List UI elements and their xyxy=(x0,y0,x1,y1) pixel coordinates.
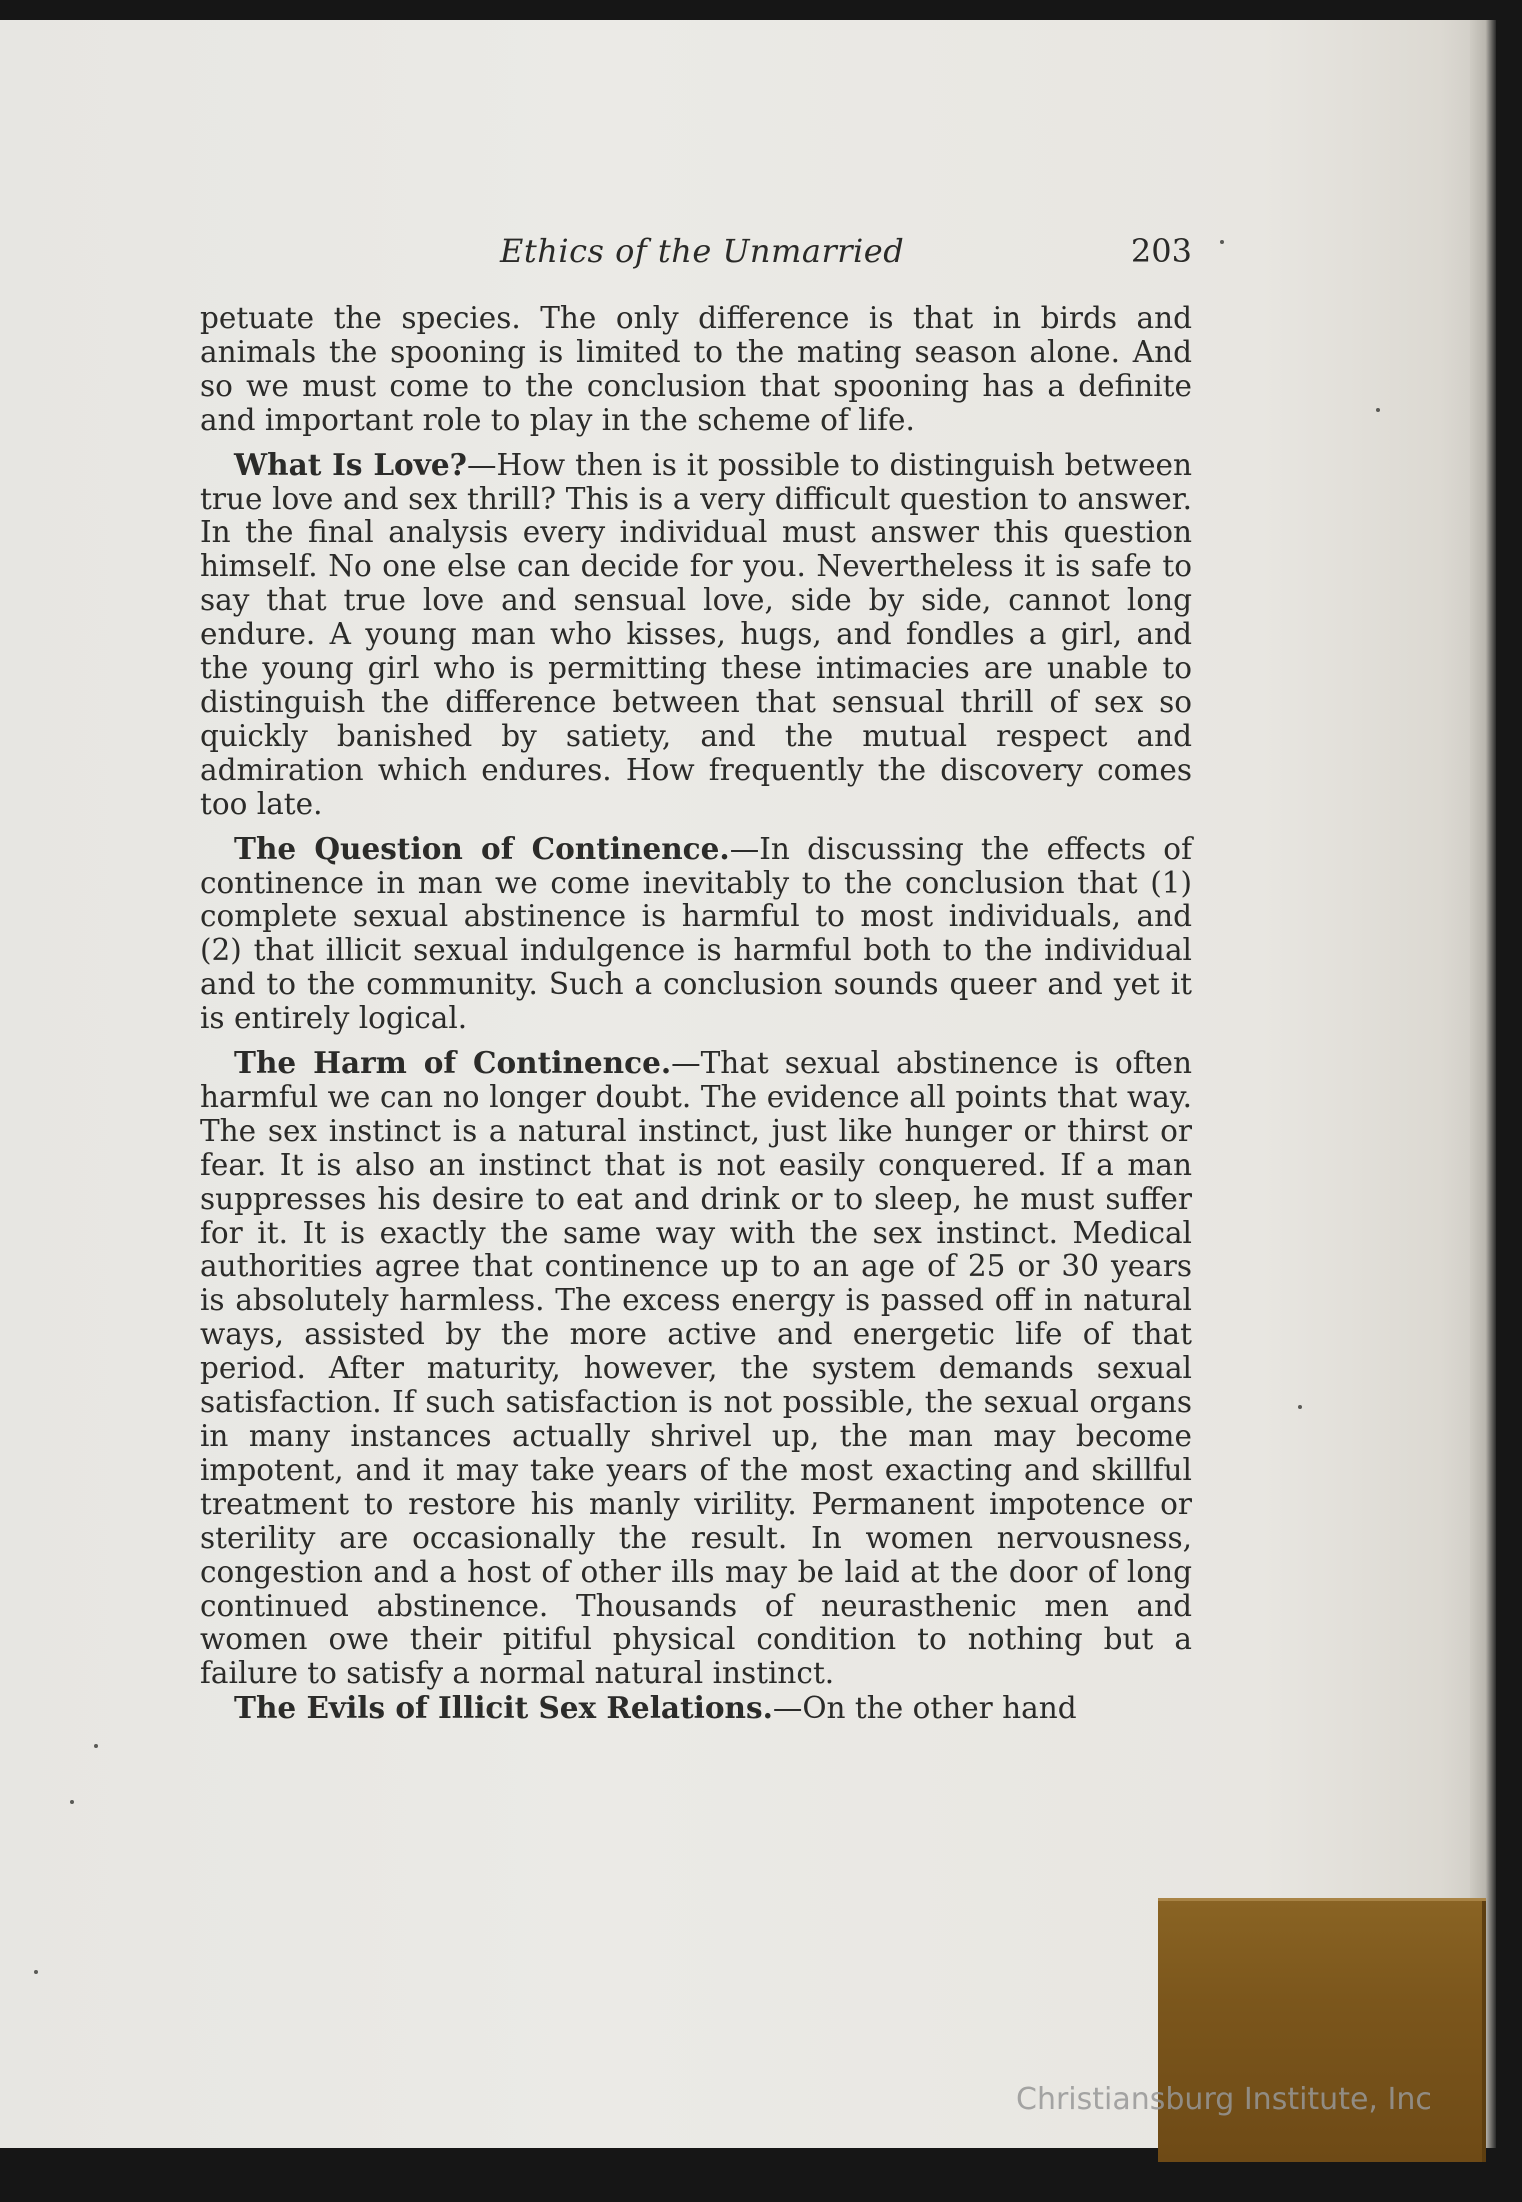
running-title: Ethics of the Unmarried xyxy=(500,232,905,270)
paper-speck xyxy=(1376,408,1380,412)
bookmark-tab xyxy=(1158,1898,1486,2162)
paper-speck xyxy=(1298,1405,1302,1409)
paragraph-text: —How then is it possible to distinguish between true love and sex thrill? This is a very difficult question to answer. In the final analysis every individual must answer this question himself. No one else can decide for you. Nevertheless it is safe to say that true love and sensual love, side by side, cannot long endure. A young man who kisses, hugs, and fondles a girl, and the young girl who is permitting these intimacies are unable to distinguish the difference between that sensual thrill of sex so quickly banished by satiety, and the mutual respect and admiration which endures. How frequently the discovery comes too late. xyxy=(200,447,1192,821)
paragraph-text: petuate the species. The only difference is that in birds and animals the spooning is limited to the mating season alone. And so we must come to the conclusion that spooning has a definite and important role to play in the scheme of life. xyxy=(200,301,1192,437)
paper-speck xyxy=(34,1970,38,1974)
paragraph-harm-of-continence xyxy=(200,1046,1192,1691)
paragraph-question-of-continence xyxy=(200,832,1192,1036)
paragraph-text: —That sexual abstinence is often harmful we can no longer doubt. The evidence all points that way. The sex instinct is a natural instinct, just like hunger or thirst or fear. It is also an instinct that is not easily conquered. If a man suppresses his desire to eat and drink or to sleep, he must suffer for it. It is exactly the same way with the sex instinct. Medical authorities agree that continence up to an age of 25 or 30 years is absolutely harmless. The excess energy is passed off in natural ways, assisted by the more active and energetic life of that period. After maturity, however, the system demands sexual satisfaction. If such satisfaction is not possible, the sexual organs in many instances actually shrivel up, the man may become impotent, and it may take years of the most exacting and skillful treatment to restore his manly virility. Permanent impotence or sterility are occasionally the result. In women nervousness, congestion and a host of other ills may be laid at the door of long continued abstinence. Thousands of neurasthenic men and women owe their pitiful physical condition to nothing but a failure to satisfy a normal natural instinct. xyxy=(200,1046,1192,1691)
paragraph-evils-of-illicit-sex-relations xyxy=(200,1691,1192,1726)
paragraph-continuation xyxy=(200,302,1192,438)
paragraph-what-is-love xyxy=(200,448,1192,822)
paper-speck xyxy=(1220,240,1224,244)
page-number: 203 xyxy=(1130,232,1192,270)
watermark: Christiansburg Institute, Inc xyxy=(1016,2082,1432,2117)
paper-speck xyxy=(70,1800,74,1804)
section-heading: The Question of Continence. xyxy=(234,830,730,866)
section-heading: What Is Love? xyxy=(234,446,467,482)
paragraph-text: —In discussing the effects of continence in man we come inevitably to the conclusion that (1) complete sexual abstinence is harmful to most individuals, and (2) that illicit sexual indulgence is harmful both to the individual and to the community. Such a conclusion sounds queer and yet it is entirely logical. xyxy=(200,831,1192,1036)
page-edge xyxy=(1470,20,1496,2148)
section-heading: The Evils of Illicit Sex Relations. xyxy=(234,1690,773,1726)
body-text xyxy=(200,302,1192,1736)
paragraph-text: —On the other hand xyxy=(772,1691,1077,1726)
section-heading: The Harm of Continence. xyxy=(234,1045,672,1081)
paper-speck xyxy=(94,1744,98,1748)
page-header xyxy=(200,232,1192,276)
